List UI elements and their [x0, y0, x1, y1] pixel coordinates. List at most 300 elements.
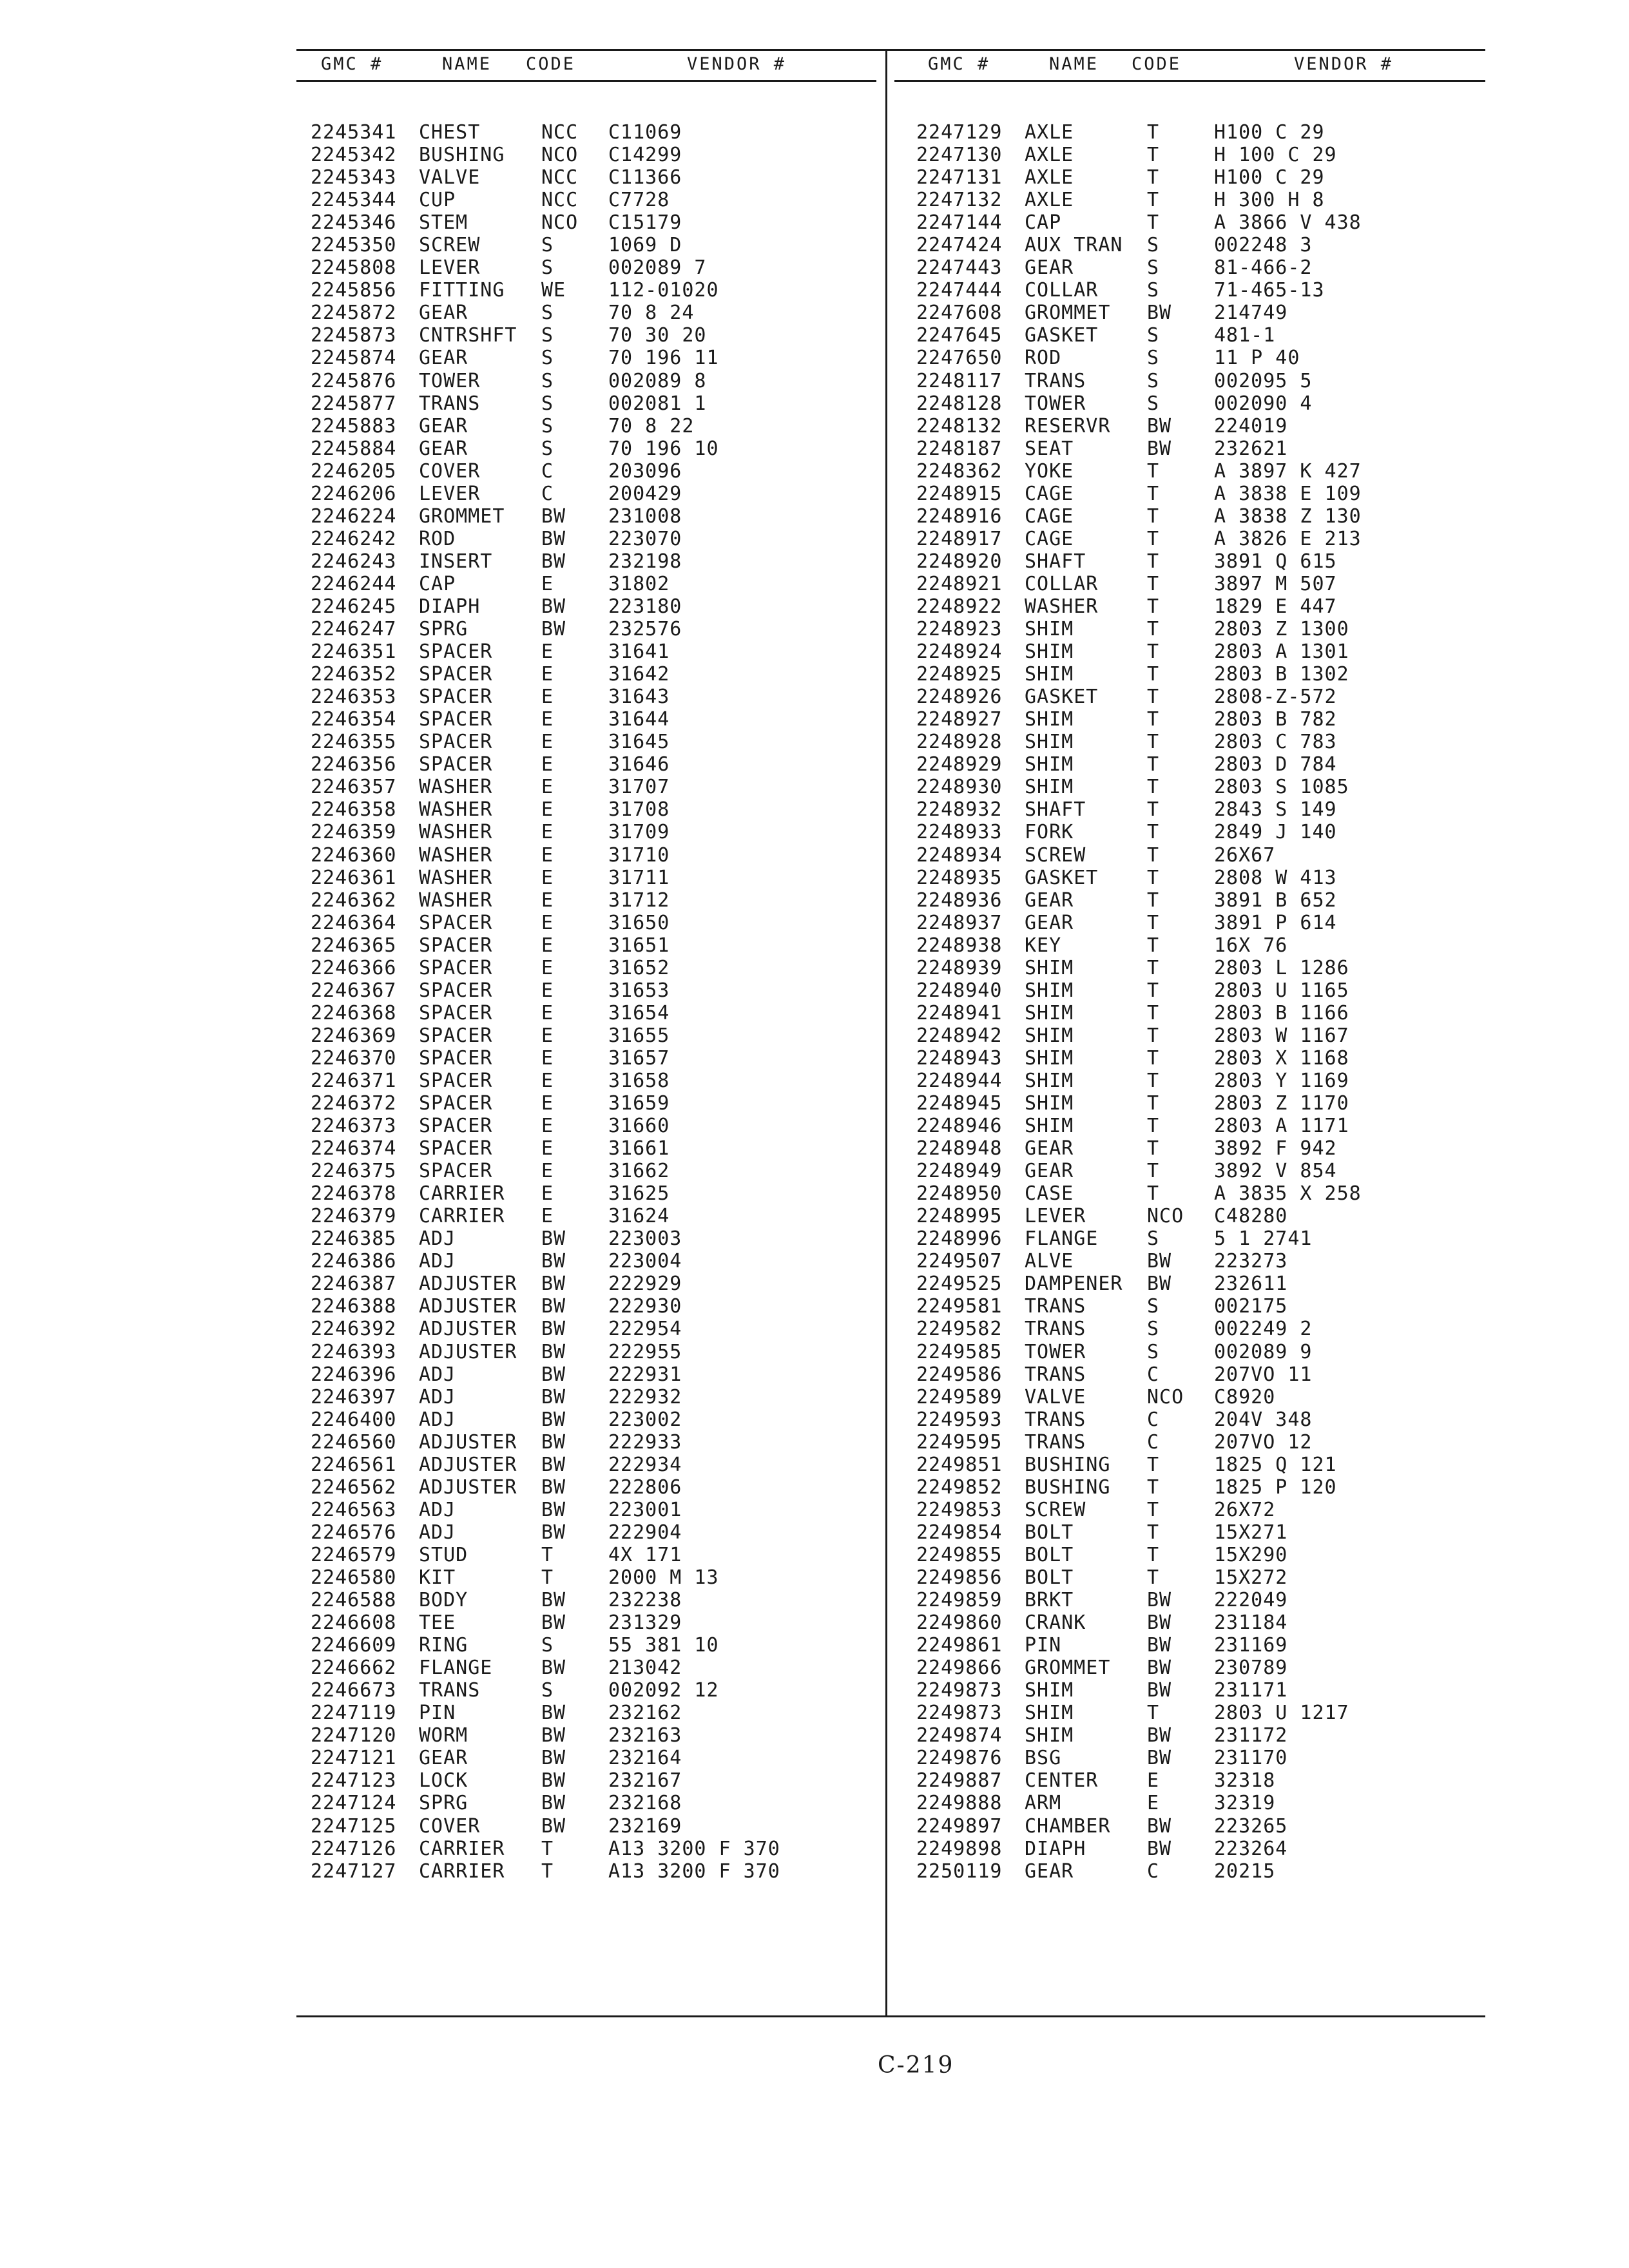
gmc-number: 2248932 — [916, 798, 1003, 822]
header-code-left: CODE — [526, 54, 576, 74]
part-name: GEAR — [419, 302, 468, 325]
vendor-code: BW — [541, 1250, 566, 1273]
gmc-number: 2248996 — [916, 1227, 1003, 1251]
vendor-code: T — [1147, 1453, 1160, 1476]
gmc-number: 2249582 — [916, 1318, 1003, 1341]
gmc-number: 2247121 — [311, 1747, 397, 1770]
gmc-number: 2246386 — [311, 1250, 397, 1273]
part-name: AXLE — [1025, 166, 1074, 189]
gmc-number: 2247125 — [311, 1814, 397, 1838]
vendor-number: 5 1 2741 — [1214, 1227, 1313, 1251]
gmc-number: 2246205 — [311, 459, 397, 483]
gmc-number: 2248922 — [916, 595, 1003, 618]
column-divider — [885, 49, 887, 2017]
vendor-number: 16X 76 — [1214, 934, 1288, 957]
part-name: ADJUSTER — [419, 1453, 517, 1476]
part-name: SPACER — [419, 753, 493, 776]
vendor-code: S — [541, 324, 554, 347]
vendor-code: BW — [1147, 1747, 1172, 1770]
vendor-number: 11 P 40 — [1214, 347, 1300, 370]
gmc-number: 2246560 — [311, 1430, 397, 1454]
vendor-number: 223001 — [608, 1498, 682, 1521]
gmc-number: 2247120 — [311, 1724, 397, 1747]
vendor-code: BW — [541, 1611, 566, 1635]
vendor-code: T — [1147, 798, 1160, 822]
vendor-code: BW — [541, 1408, 566, 1431]
vendor-number: 223002 — [608, 1408, 682, 1431]
part-name: SCREW — [419, 234, 481, 257]
vendor-code: T — [1147, 482, 1160, 505]
vendor-number: 232162 — [608, 1702, 682, 1725]
vendor-code: T — [1147, 1069, 1160, 1092]
part-name: GEAR — [419, 414, 468, 437]
vendor-number: 55 381 10 — [608, 1634, 719, 1657]
part-name: SPACER — [419, 1137, 493, 1160]
part-name: CARRIER — [419, 1860, 505, 1883]
vendor-code: E — [541, 731, 554, 754]
vendor-number: 2000 M 13 — [608, 1566, 719, 1589]
vendor-number: 31710 — [608, 843, 670, 867]
vendor-code: E — [541, 821, 554, 844]
gmc-number: 2246576 — [311, 1521, 397, 1544]
gmc-number: 2246352 — [311, 663, 397, 686]
vendor-code: T — [1147, 979, 1160, 1002]
vendor-number: 223004 — [608, 1250, 682, 1273]
vendor-code: BW — [1147, 1611, 1172, 1635]
gmc-number: 2246224 — [311, 505, 397, 528]
vendor-number: C7728 — [608, 189, 670, 212]
gmc-number: 2250119 — [916, 1860, 1003, 1883]
gmc-number: 2247124 — [311, 1792, 397, 1815]
vendor-number: 3892 V 854 — [1214, 1160, 1337, 1183]
gmc-number: 2247443 — [916, 256, 1003, 280]
gmc-number: 2245808 — [311, 256, 397, 280]
vendor-number: C11366 — [608, 166, 682, 189]
part-name: WORM — [419, 1724, 468, 1747]
vendor-number: 230789 — [1214, 1657, 1288, 1680]
vendor-code: BW — [541, 1363, 566, 1386]
part-name: SHIM — [1025, 1092, 1074, 1115]
header-vendor-left: VENDOR # — [687, 54, 787, 74]
vendor-code: E — [541, 640, 554, 664]
vendor-number: 31659 — [608, 1092, 670, 1115]
gmc-number: 2246579 — [311, 1543, 397, 1566]
vendor-number: A 3838 Z 130 — [1214, 505, 1362, 528]
vendor-number: 31641 — [608, 640, 670, 664]
part-name: SPACER — [419, 979, 493, 1002]
gmc-number: 2248927 — [916, 708, 1003, 731]
part-name: ARM — [1025, 1792, 1062, 1815]
gmc-number: 2249593 — [916, 1408, 1003, 1431]
vendor-code: BW — [541, 550, 566, 573]
vendor-code: S — [1147, 1295, 1160, 1318]
vendor-code: T — [1147, 1115, 1160, 1138]
gmc-number: 2246397 — [311, 1385, 397, 1408]
vendor-code: BW — [541, 595, 566, 618]
gmc-number: 2246563 — [311, 1498, 397, 1521]
vendor-number: 31655 — [608, 1024, 670, 1047]
vendor-code: T — [1147, 211, 1160, 235]
part-name: FLANGE — [1025, 1227, 1099, 1251]
part-name: GEAR — [419, 347, 468, 370]
vendor-code: E — [541, 1001, 554, 1024]
part-name: ADJ — [419, 1227, 456, 1251]
gmc-number: 2249897 — [916, 1814, 1003, 1838]
vendor-code: E — [541, 1205, 554, 1228]
vendor-code: BW — [1147, 1657, 1172, 1680]
vendor-code: T — [1147, 1543, 1160, 1566]
vendor-code: T — [1147, 956, 1160, 979]
gmc-number: 2249595 — [916, 1430, 1003, 1454]
vendor-number: H 300 H 8 — [1214, 189, 1325, 212]
vendor-number: 3891 B 652 — [1214, 889, 1337, 912]
gmc-number: 2245342 — [311, 144, 397, 167]
header-name-right: NAME — [1049, 54, 1099, 74]
vendor-code: T — [541, 1543, 554, 1566]
vendor-code: S — [1147, 234, 1160, 257]
part-name: GEAR — [1025, 911, 1074, 934]
vendor-number: 222930 — [608, 1295, 682, 1318]
gmc-number: 2246364 — [311, 911, 397, 934]
vendor-code: T — [1147, 1566, 1160, 1589]
vendor-number: C15179 — [608, 211, 682, 235]
vendor-code: BW — [1147, 1589, 1172, 1612]
vendor-code: S — [1147, 347, 1160, 370]
gmc-number: 2246354 — [311, 708, 397, 731]
part-name: SHIM — [1025, 640, 1074, 664]
vendor-code: BW — [1147, 302, 1172, 325]
part-name: GEAR — [1025, 1160, 1074, 1183]
vendor-code: BW — [1147, 1250, 1172, 1273]
part-name: ADJUSTER — [419, 1475, 517, 1499]
gmc-number: 2246366 — [311, 956, 397, 979]
vendor-number: 223265 — [1214, 1814, 1288, 1838]
part-name: BODY — [419, 1589, 468, 1612]
vendor-code: T — [1147, 889, 1160, 912]
vendor-code: BW — [1147, 1679, 1172, 1702]
vendor-code: E — [541, 934, 554, 957]
vendor-code: T — [1147, 1160, 1160, 1183]
part-name: BUSHING — [1025, 1475, 1111, 1499]
vendor-number: 232168 — [608, 1792, 682, 1815]
gmc-number: 2245856 — [311, 279, 397, 302]
vendor-code: E — [541, 686, 554, 709]
gmc-number: 2246392 — [311, 1318, 397, 1341]
vendor-code: T — [1147, 776, 1160, 799]
header-rule-left — [296, 80, 876, 82]
part-name: FORK — [1025, 821, 1074, 844]
part-name: GEAR — [419, 1747, 468, 1770]
vendor-code: BW — [541, 527, 566, 550]
vendor-number: 70 8 22 — [608, 414, 695, 437]
vendor-number: 15X272 — [1214, 1566, 1288, 1589]
vendor-number: 223180 — [608, 595, 682, 618]
part-name: TRANS — [1025, 1363, 1086, 1386]
vendor-number: H100 C 29 — [1214, 121, 1325, 144]
gmc-number: 2249851 — [916, 1453, 1003, 1476]
vendor-number: C11069 — [608, 121, 682, 144]
vendor-number: 222931 — [608, 1363, 682, 1386]
part-name: SPACER — [419, 1115, 493, 1138]
part-name: SHIM — [1025, 618, 1074, 641]
vendor-number: 002175 — [1214, 1295, 1288, 1318]
vendor-code: E — [541, 889, 554, 912]
vendor-number: 2803 B 1302 — [1214, 663, 1349, 686]
gmc-number: 2246379 — [311, 1205, 397, 1228]
vendor-number: 2803 X 1168 — [1214, 1046, 1349, 1070]
gmc-number: 2247129 — [916, 121, 1003, 144]
part-name: SCREW — [1025, 1498, 1086, 1521]
gmc-number: 2248945 — [916, 1092, 1003, 1115]
gmc-number: 2248921 — [916, 572, 1003, 595]
vendor-code: E — [541, 1182, 554, 1206]
gmc-number: 2248915 — [916, 482, 1003, 505]
gmc-number: 2248934 — [916, 843, 1003, 867]
part-name: SPRG — [419, 1792, 468, 1815]
gmc-number: 2248926 — [916, 686, 1003, 709]
vendor-number: 31625 — [608, 1182, 670, 1206]
header-vendor-right: VENDOR # — [1294, 54, 1394, 74]
vendor-number: 002092 12 — [608, 1679, 719, 1702]
part-name: GASKET — [1025, 866, 1099, 889]
vendor-number: 31709 — [608, 821, 670, 844]
part-name: TEE — [419, 1611, 456, 1635]
vendor-code: BW — [541, 1589, 566, 1612]
part-name: BOLT — [1025, 1566, 1074, 1589]
gmc-number: 2246369 — [311, 1024, 397, 1047]
vendor-number: 1825 P 120 — [1214, 1475, 1337, 1499]
gmc-number: 2248362 — [916, 459, 1003, 483]
gmc-number: 2245341 — [311, 121, 397, 144]
vendor-number: 222955 — [608, 1340, 682, 1363]
part-name: GROMMET — [1025, 302, 1111, 325]
part-name: ROD — [1025, 347, 1062, 370]
vendor-number: 31653 — [608, 979, 670, 1002]
top-rule — [296, 49, 1485, 51]
vendor-code: NCO — [1147, 1205, 1184, 1228]
part-name: WASHER — [419, 889, 493, 912]
vendor-code: T — [1147, 866, 1160, 889]
vendor-code: BW — [541, 1657, 566, 1680]
gmc-number: 2246393 — [311, 1340, 397, 1363]
part-name: SHIM — [1025, 979, 1074, 1002]
vendor-number: 2803 C 783 — [1214, 731, 1337, 754]
vendor-code: T — [1147, 166, 1160, 189]
vendor-number: 002089 9 — [1214, 1340, 1313, 1363]
part-name: YOKE — [1025, 459, 1074, 483]
vendor-number: 231169 — [1214, 1634, 1288, 1657]
vendor-number: 232611 — [1214, 1273, 1288, 1296]
gmc-number: 2246371 — [311, 1069, 397, 1092]
vendor-code: E — [541, 663, 554, 686]
vendor-number: 2803 B 782 — [1214, 708, 1337, 731]
vendor-number: 31646 — [608, 753, 670, 776]
vendor-code: T — [1147, 1182, 1160, 1206]
vendor-code: E — [541, 1024, 554, 1047]
part-name: SHIM — [1025, 1001, 1074, 1024]
part-name: CARRIER — [419, 1205, 505, 1228]
gmc-number: 2248941 — [916, 1001, 1003, 1024]
gmc-number: 2249581 — [916, 1295, 1003, 1318]
part-name: LEVER — [419, 256, 481, 280]
vendor-code: BW — [541, 1521, 566, 1544]
gmc-number: 2246245 — [311, 595, 397, 618]
vendor-number: 32318 — [1214, 1769, 1276, 1792]
vendor-number: 203096 — [608, 459, 682, 483]
vendor-code: T — [1147, 911, 1160, 934]
vendor-number: 2803 U 1217 — [1214, 1702, 1349, 1725]
vendor-code: C — [1147, 1408, 1160, 1431]
gmc-number: 2247608 — [916, 302, 1003, 325]
vendor-number: A 3838 E 109 — [1214, 482, 1362, 505]
vendor-number: 200429 — [608, 482, 682, 505]
vendor-number: 224019 — [1214, 414, 1288, 437]
gmc-number: 2248117 — [916, 369, 1003, 392]
gmc-number: 2249856 — [916, 1566, 1003, 1589]
gmc-number: 2246580 — [311, 1566, 397, 1589]
part-name: TRANS — [1025, 1430, 1086, 1454]
gmc-number: 2248128 — [916, 392, 1003, 415]
vendor-number: 002249 2 — [1214, 1318, 1313, 1341]
part-name: SHIM — [1025, 753, 1074, 776]
vendor-code: BW — [541, 1792, 566, 1815]
vendor-number: 002089 8 — [608, 369, 707, 392]
gmc-number: 2248933 — [916, 821, 1003, 844]
vendor-code: BW — [541, 1385, 566, 1408]
gmc-number: 2248920 — [916, 550, 1003, 573]
vendor-number: 231171 — [1214, 1679, 1288, 1702]
vendor-code: S — [541, 1634, 554, 1657]
gmc-number: 2246353 — [311, 686, 397, 709]
vendor-code: S — [1147, 324, 1160, 347]
part-name: ADJ — [419, 1521, 456, 1544]
part-name: TRANS — [1025, 1295, 1086, 1318]
gmc-number: 2249888 — [916, 1792, 1003, 1815]
vendor-code: BW — [1147, 437, 1172, 460]
gmc-number: 2245350 — [311, 234, 397, 257]
part-name: SPACER — [419, 956, 493, 979]
vendor-number: 70 196 10 — [608, 437, 719, 460]
vendor-code: E — [541, 776, 554, 799]
vendor-code: BW — [541, 618, 566, 641]
gmc-number: 2249855 — [916, 1543, 1003, 1566]
vendor-code: T — [1147, 1702, 1160, 1725]
vendor-number: 232198 — [608, 550, 682, 573]
vendor-code: E — [541, 1046, 554, 1070]
gmc-number: 2246372 — [311, 1092, 397, 1115]
part-name: SPACER — [419, 1001, 493, 1024]
vendor-number: 222932 — [608, 1385, 682, 1408]
vendor-code: T — [541, 1566, 554, 1589]
vendor-code: E — [541, 1092, 554, 1115]
vendor-number: 213042 — [608, 1657, 682, 1680]
gmc-number: 2246359 — [311, 821, 397, 844]
vendor-number: 2803 A 1301 — [1214, 640, 1349, 664]
vendor-number: 231184 — [1214, 1611, 1288, 1635]
vendor-code: C — [1147, 1430, 1160, 1454]
part-name: SPACER — [419, 911, 493, 934]
vendor-code: C — [1147, 1860, 1160, 1883]
part-name: SHIM — [1025, 1724, 1074, 1747]
gmc-number: 2245876 — [311, 369, 397, 392]
gmc-number: 2246356 — [311, 753, 397, 776]
vendor-code: BW — [1147, 414, 1172, 437]
vendor-code: E — [541, 708, 554, 731]
vendor-code: E — [541, 866, 554, 889]
vendor-number: 232164 — [608, 1747, 682, 1770]
vendor-number: 2803 D 784 — [1214, 753, 1337, 776]
part-name: TRANS — [419, 392, 481, 415]
gmc-number: 2249876 — [916, 1747, 1003, 1770]
gmc-number: 2246561 — [311, 1453, 397, 1476]
vendor-code: S — [1147, 279, 1160, 302]
vendor-number: 2843 S 149 — [1214, 798, 1337, 822]
part-name: SHIM — [1025, 1069, 1074, 1092]
part-name: KIT — [419, 1566, 456, 1589]
vendor-number: 26X67 — [1214, 843, 1276, 867]
vendor-code: S — [541, 256, 554, 280]
vendor-number: 81-466-2 — [1214, 256, 1313, 280]
part-name: SPACER — [419, 1046, 493, 1070]
part-name: CAGE — [1025, 482, 1074, 505]
part-name: SHIM — [1025, 956, 1074, 979]
vendor-number: 3897 M 507 — [1214, 572, 1337, 595]
part-name: TOWER — [419, 369, 481, 392]
vendor-number: 2803 B 1166 — [1214, 1001, 1349, 1024]
vendor-number: 231329 — [608, 1611, 682, 1635]
vendor-number: 207VO 11 — [1214, 1363, 1313, 1386]
vendor-code: E — [541, 979, 554, 1002]
part-name: SHIM — [1025, 1115, 1074, 1138]
vendor-number: 31711 — [608, 866, 670, 889]
vendor-number: C48280 — [1214, 1205, 1288, 1228]
part-name: SPACER — [419, 640, 493, 664]
gmc-number: 2248938 — [916, 934, 1003, 957]
part-name: SPACER — [419, 1092, 493, 1115]
vendor-number: A 3897 K 427 — [1214, 459, 1362, 483]
gmc-number: 2248923 — [916, 618, 1003, 641]
vendor-code: T — [1147, 1498, 1160, 1521]
part-name: SHIM — [1025, 663, 1074, 686]
vendor-number: H 100 C 29 — [1214, 144, 1337, 167]
part-name: VALVE — [419, 166, 481, 189]
part-name: SHIM — [1025, 1024, 1074, 1047]
gmc-number: 2246358 — [311, 798, 397, 822]
vendor-code: T — [1147, 527, 1160, 550]
vendor-number: 2803 Y 1169 — [1214, 1069, 1349, 1092]
vendor-number: A 3866 V 438 — [1214, 211, 1362, 235]
bottom-rule — [296, 2015, 1485, 2017]
vendor-code: BW — [541, 1295, 566, 1318]
part-name: FLANGE — [419, 1657, 493, 1680]
vendor-number: 31708 — [608, 798, 670, 822]
gmc-number: 2246247 — [311, 618, 397, 641]
part-name: AUX TRAN — [1025, 234, 1123, 257]
vendor-number: 002081 1 — [608, 392, 707, 415]
vendor-code: T — [1147, 1521, 1160, 1544]
part-name: TOWER — [1025, 1340, 1086, 1363]
part-name: STUD — [419, 1543, 468, 1566]
vendor-number: 223003 — [608, 1227, 682, 1251]
vendor-number: 2803 Z 1170 — [1214, 1092, 1349, 1115]
vendor-code: T — [1147, 1001, 1160, 1024]
vendor-number: 222806 — [608, 1475, 682, 1499]
part-name: WASHER — [419, 866, 493, 889]
gmc-number: 2247123 — [311, 1769, 397, 1792]
header-gmc-left: GMC # — [321, 54, 383, 74]
part-name: GEAR — [1025, 889, 1074, 912]
vendor-code: T — [1147, 731, 1160, 754]
